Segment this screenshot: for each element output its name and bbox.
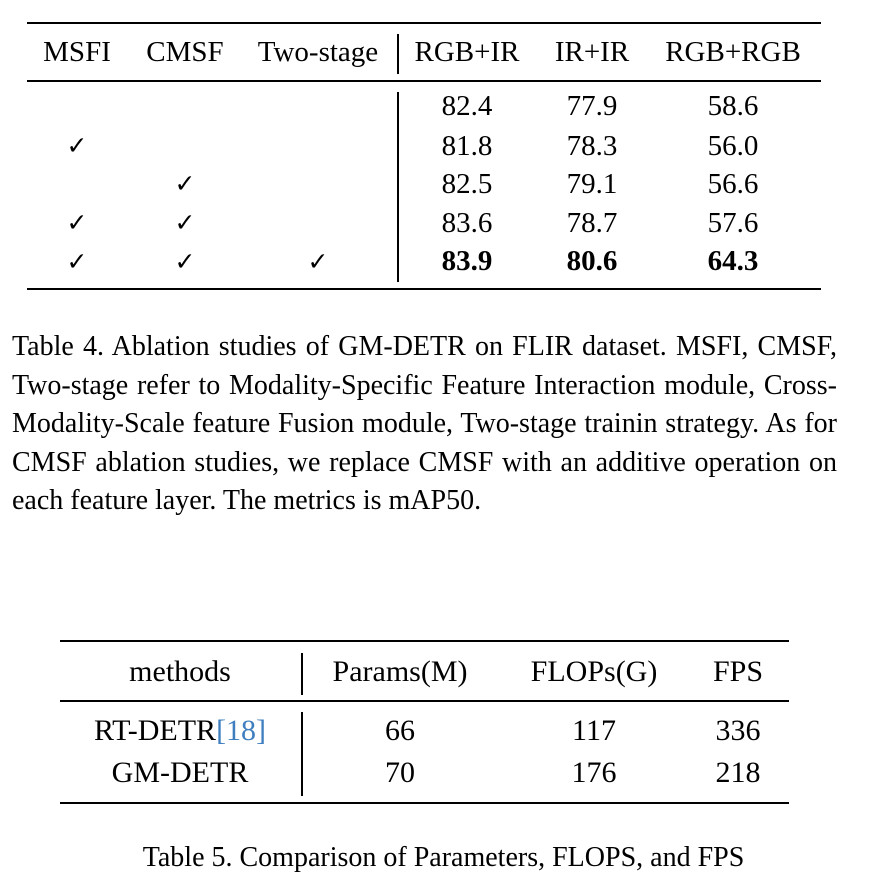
table5-bottom-rule [60, 802, 789, 804]
table5-row1-flops: 117 [572, 714, 616, 747]
table4-header-divider [397, 34, 399, 74]
table4-header-rgb-rgb: RGB+RGB [665, 36, 801, 68]
table4-header-two-stage: Two-stage [257, 36, 379, 68]
table4-bottom-rule [27, 288, 821, 290]
table4-row4-msfi: ✓ [66, 208, 88, 237]
table4-row2-rgb-ir: 81.8 [441, 130, 493, 162]
table4-row5-ir-ir: 80.6 [566, 245, 618, 277]
table4-header-msfi: MSFI [43, 36, 111, 68]
table4-row5-two-stage: ✓ [307, 247, 329, 276]
table5-row1-fps: 336 [715, 714, 761, 747]
table4-row3-rgb-rgb: 56.6 [707, 168, 759, 200]
table5-row1-method-name: RT-DETR [93, 714, 217, 747]
table4-row1-ir-ir: 77.9 [566, 90, 618, 122]
table4-row1-rgb-rgb: 58.6 [707, 90, 759, 122]
table5-header-methods: methods [129, 655, 231, 688]
table4-mid-rule [27, 80, 821, 82]
table4-header-rgb-ir: RGB+IR [414, 36, 520, 68]
table5-row2-method [112, 756, 249, 790]
table5-header-flops: FLOPs(G) [530, 655, 658, 688]
table4-row3-cmsf: ✓ [174, 169, 196, 198]
table5-header-fps: FPS [712, 655, 764, 688]
table4-caption: Table 4. Ablation studies of GM-DETR on FLIR dataset. MSFI, CMSF, Two-stage refer to Modality-Specific Feature Interaction module, Cross-Modality-Scale feature Fusion module, Two-stage trainin strategy. As for CMSF ablation studies, we replace CMSF with an additive operation on each feature layer. The metrics is mAP50. [12, 331, 837, 516]
table5-caption: Table 5. Comparison of Parameters, FLOPS, and FPS [142, 842, 745, 873]
table5-row1-params: 66 [385, 714, 415, 747]
table5-row2-fps: 218 [715, 756, 761, 789]
table4-row4-rgb-rgb: 57.6 [707, 207, 759, 239]
table4-row3-rgb-ir: 82.5 [441, 168, 493, 200]
table5-header-params: Params(M) [332, 655, 468, 688]
table5-top-rule [60, 640, 789, 642]
table4-row5-msfi: ✓ [66, 247, 88, 276]
table4-row4-cmsf: ✓ [174, 208, 196, 237]
table4-top-rule [27, 22, 821, 24]
table4-body-divider [397, 92, 399, 282]
table4-row5-rgb-ir: 83.9 [441, 245, 493, 277]
table5-mid-rule [60, 700, 789, 702]
table4-row5-rgb-rgb: 64.3 [707, 245, 759, 277]
table4-header-ir-ir: IR+IR [554, 36, 630, 68]
table5-row1-method [94, 714, 266, 748]
table5-header-divider [301, 653, 303, 695]
table4-row2-ir-ir: 78.3 [566, 130, 618, 162]
table4-row5-cmsf: ✓ [174, 247, 196, 276]
table4-row4-rgb-ir: 83.6 [441, 207, 493, 239]
table5-row2-flops: 176 [571, 756, 617, 789]
table5-body-divider [301, 712, 303, 796]
table4-row1-rgb-ir: 82.4 [441, 90, 493, 122]
table4-row3-ir-ir: 79.1 [566, 168, 618, 200]
table4-row2-msfi: ✓ [66, 131, 88, 160]
table5-row2-params: 70 [385, 756, 415, 789]
table4-row2-rgb-rgb: 56.0 [707, 130, 759, 162]
table4-row4-ir-ir: 78.7 [566, 207, 618, 239]
table4-header-cmsf: CMSF [146, 36, 224, 68]
table5-row2-method-name: GM-DETR [111, 756, 249, 789]
table5-row1-citation[interactable]: [18] [216, 714, 267, 747]
